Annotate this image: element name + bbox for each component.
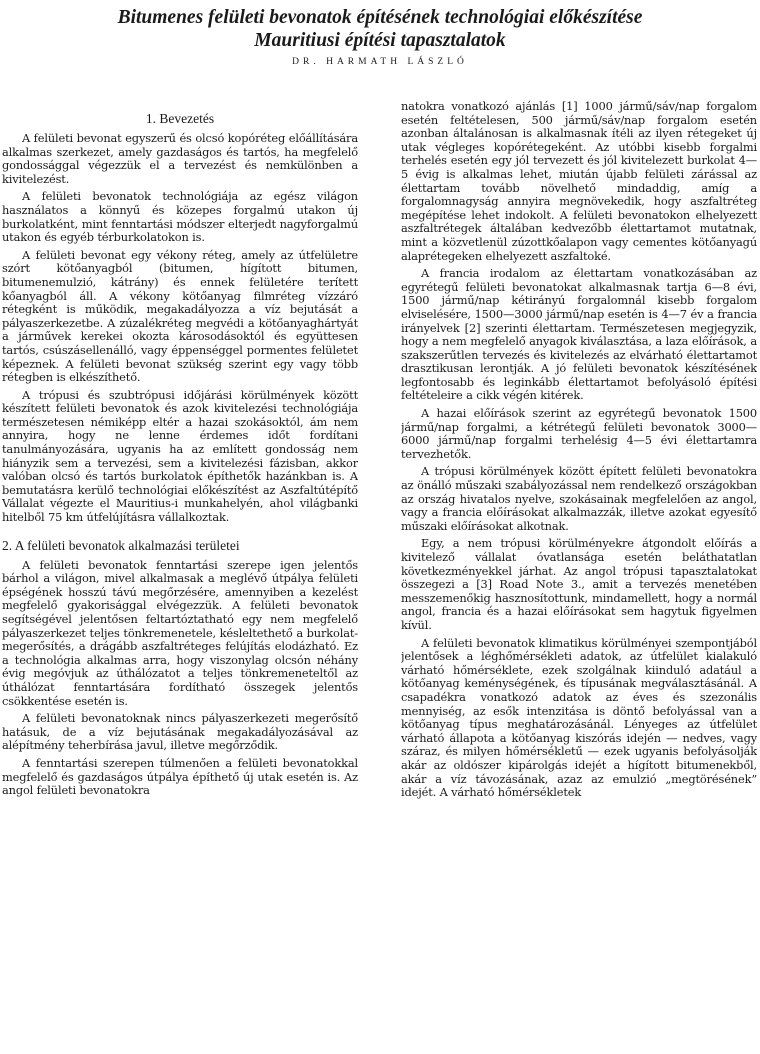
paragraph: A felületi bevonatoknak nincs pályaszerkezeti megerősítő hatásuk, de a víz bejutásának megakadályozásával az alépítmény teherbírása javul, illetve megőrződik. [2,711,358,753]
paragraph: A francia irodalom az élettartam vonatkozásában az egyrétegű felületi bevonatokat alkalmasnak tartja 6—8 évi, 1500 jármű/nap kétirányú forgalomnál kisebb forgalom elviselésére, 1500—3000 jármű/nap esetén is 4—7 év a francia irányelvek [2] szerinti élettartam. Természetesen megjegyzik, hogy a nem megfelelő anyagok kiválasztása, a laza előírások, a szakszerűtlen tervezés és kivitelezés az elvárható élettartamot drasztikusan lerontják. A jó felületi bevonatok készítésének legfontosabb és leginkább élettartamot befolyásoló építési feltételeire a cikk végén kitérek. [401,266,757,403]
left-column [2,100,358,1054]
paragraph: A felületi bevonatok fenntartási szerepe igen jelentős bárhol a világon, mivel alkalmasak a meglévő útpálya felületi épségének hosszú távú megőrzésére, amennyiben a kezelést megfelelő gyakorisággal elvégezzük. A felületi bevonatok segítségével jelentősen feltartóztatható egy nem megfelelő pályaszerkezet teljes tönkremenetele, késleltethető a burkolat-megerősítés, a drágább aszfaltréteges felújítás elodázható. Ez a technológia alkalmas arra, hogy viszonylag olcsón néhány évig megóvjuk az úthálózatot a teljes tönkremeneteltől az úthálózat fenntartására fordítható összegek jelentős csökkentése esetén is. [2,557,358,708]
title-line-1: Bitumenes felületi bevonatok építésének technológiai előkészítése [117,7,643,28]
paragraph: A felületi bevonatok klimatikus körülményei szempontjából jelentősek a léghőmérsékleti adatok, az útfelület kialakuló várható hőmérséklete, ezek szolgálnak kiinduló adatául a kötőanyag keménységének, és típusának megválasztásánál. A csapadékra vonatkozó adatok az éves és szezonális mennyiség, az esők intenzitása is döntő befolyással van a kötőanyag típus meghatározásánál. Lényeges az útfelület várható állapota a kötőanyag kiszórás idején — nedves, vagy száraz, és milyen hőmérsékletű — ezek ugyanis befolyásolják akár az oldószer kipárolgás idejét a hígított bitumenekből, akár a víz távozásának, azaz az emulzió „megtörésének” idejét. A várható hőmérsékletek [401,635,757,800]
title-line-2: Mauritiusi építési tapasztalatok [254,30,506,51]
author-name: DR. HARMATH LÁSZLÓ [292,57,468,67]
section-1-heading: 1. Bevezetés [145,111,215,126]
article-title [0,6,760,52]
paragraph: Egy, a nem trópusi körülményekre átgondolt előírás a kivitelező vállalat óvatlansága esetén beláthatatlan következményekkel járhat. Az angol trópusi tapasztalatokat összegezi a [3] Road Note 3., amit a tervezés menetében messzemenőkig hasznosítottunk, mindamellett, hogy a normál angol, francia és a hazai előírásokat sem hagytuk figyelmen kívül. [401,536,757,632]
paragraph: A felületi bevonat egy vékony réteg, amely az útfelületre szórt kötőanyagból (bitumen, hígított bitumen, bitumenemulzió, kátrány) és ennek felületére terített kőanyagból áll. A vékony kötőanyag filmréteg vízzáró rétegként is működik, megakadályozza a víz bejutását a pályaszerkezetbe. A zúzalékréteg megvédi a kötőanyaghártyát a járművek kerekei okozta károsodásoktól és együttesen tartós, csúszásellenálló, vagy éppenséggel pormentes felületet képeznek. A felületi bevonat szükség szerint egy vagy több rétegben is elkészíthető. [2,247,358,385]
paragraph-continued: natokra vonatkozó ajánlás [1] 1000 jármű/sáv/nap forgalom esetén feltételesen, 500 jármű/sáv/nap forgalom esetén azonban általánosan is alkalmasnak ítéli az ilyen rétegeket új utak végleges kopórétegeként. Az utóbbi kisebb forgalmi terhelés esetén egy jól tervezett és jól kivitelezett burkolat 4—5 évig is alkalmas lehet, miután újabb felületi zárással az élettartam tovább növelhető mindaddig, amíg a forgalomnagyság annyira megnövekedik, hogy aszfaltréteg megépítése lehet indokolt. A felületi bevonatokon elhelyezett aszfaltrétegek általában kedvezőbb élettartamot mutatnak, mint a közvetlenül zúzottkőalapon vagy cementes kötőanyagú alaprétegeken elhelyezett aszfaltoké. [401,100,757,263]
paragraph: A trópusi körülmények között épített felületi bevonatokra az önálló műszaki szabályozással nem rendelkező országokban az ország hivatalos nyelve, szokásainak megfelelően az angol, vagy a francia előírásokat alkalmazzák, illetve azokat egyesítő műszaki előírásokat alkotnak. [401,464,757,533]
paragraph: A fenntartási szerepen túlmenően a felületi bevonatokkal megfelelő és gazdaságos útpálya építhető új utak esetén is. Az angol felületi bevonatokra [2,755,358,798]
paragraph: A trópusi és szubtrópusi időjárási körülmények között készített felületi bevonatok és azok kivitelezési technológiája természetesen némiképp eltér a hazai szokásoktól, ám nem annyira, hogy ne lenne érdemes időt fordítani tanulmányozására, ugyanis ha az említett gondosság nem hiányzik sem a tervezési, sem a kivitelezési fázisban, akkor valóban olcsó és tartós burkolatok építhetők hazánkban is. A bemutatásra kerülő technológiai előkészítést az Aszfaltútépítő Vállalat végezte el Mauritius-i munkahelyén, ahol világbanki hitelből 75 km útfelújításra vállalkoztak. [2,387,358,525]
right-column [401,100,757,1054]
paragraph: A hazai előírások szerint az egyrétegű bevonatok 1500 jármű/nap forgalmi, a kétrétegű felületi bevonatok 3000—6000 jármű/nap forgalmi terhelésig 4—5 évi élettartamra tervezhetők. [401,406,757,461]
section-2-heading: 2. A felületi bevonatok alkalmazási területei [2,537,240,553]
paragraph: A felületi bevonatok technológiája az egész világon használatos a könnyű és közepes forgalmú utakon új burkolatként, mint fenntartási módszer elterjedt nagyforgalmú utakon és egyéb térburkolatokon is. [2,189,358,245]
paragraph: A felületi bevonat egyszerű és olcsó kopóréteg előállítására alkalmas szerkezet, amely gazdaságos és tartós, ha megfelelő gondossággal végezzük el a tervezést és nemkülönben a kivitelezést. [2,131,358,186]
